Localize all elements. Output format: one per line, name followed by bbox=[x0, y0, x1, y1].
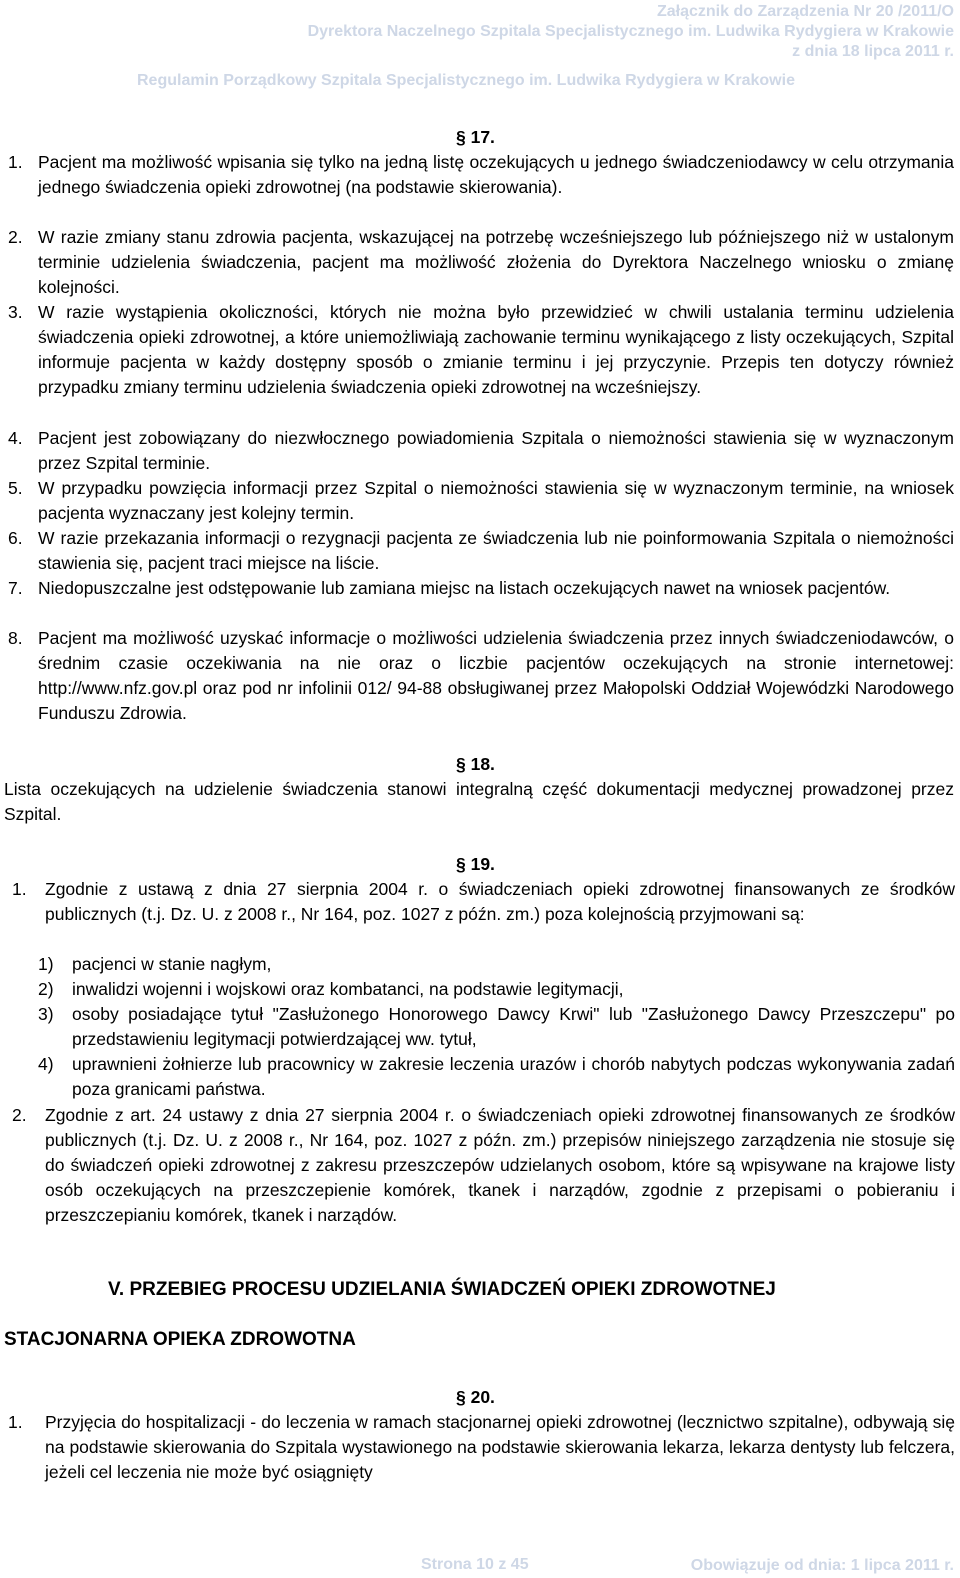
footer-valid-from: Obowiązuje od dnia: 1 lipca 2011 r. bbox=[690, 1557, 954, 1574]
list-item bbox=[38, 576, 954, 601]
list-item bbox=[38, 150, 954, 200]
list-item bbox=[38, 526, 954, 576]
subitem-number: 2) bbox=[38, 979, 54, 999]
list-item: Zgodnie z ustawą z dnia 27 sierpnia 2004 r. o świadczeniach opieki zdrowotnej finansowanych ze środków publicznych (t.j. Dz. U. z 2008 r., Nr 164, poz. 1027 z późn. zm.) poza kolejnością przyjmowani są: bbox=[45, 879, 955, 924]
item-number: 2. bbox=[12, 1105, 27, 1125]
item-text: Pacjent ma możliwość uzyskać informacje o możliwości udzielenia świadczenia przez innych świadczeniodawców, o średnim czasie oczekiwania na nie oraz o liczbie pacjentów oczekujących na stronie internetowej: http://www.nfz.gov.pl oraz pod nr infolinii 012/ 94-88 obsługiwanej przez Małopolski Oddział Wojewódzki Narodowego Funduszu Zdrowia. bbox=[38, 628, 954, 723]
header-annex: Załącznik do Zarządzenia Nr 20 /2011/O bbox=[656, 3, 954, 20]
item-number: 2. bbox=[8, 227, 23, 247]
subitem-number: 3) bbox=[38, 1004, 54, 1024]
item-text: Niedopuszczalne jest odstępowanie lub zamiana miejsc na listach oczekujących nawet na wniosek pacjentów. bbox=[38, 578, 891, 598]
item-number: 1. bbox=[8, 152, 23, 172]
item-number: 6. bbox=[8, 528, 23, 548]
list-item bbox=[38, 426, 954, 476]
section-17-title: § 17. bbox=[456, 127, 495, 147]
section-18-text: Lista oczekujących na udzielenie świadczenia stanowi integralną część dokumentacji medycznej prowadzonej przez Szpital. bbox=[4, 779, 954, 824]
item-number: 1. bbox=[8, 1412, 23, 1432]
subitem-number: 4) bbox=[38, 1054, 54, 1074]
item-number: 3. bbox=[8, 302, 23, 322]
item-number: 5. bbox=[8, 478, 23, 498]
item-number: 7. bbox=[8, 578, 23, 598]
page-number: Strona 10 z 45 bbox=[421, 1556, 529, 1573]
list-item: Zgodnie z art. 24 ustawy z dnia 27 sierpnia 2004 r. o świadczeniach opieki zdrowotnej finansowanych ze środków publicznych (t.j. Dz. U. z 2008 r., Nr 164, poz. 1027 z późn. zm.) przepisów niniejszego zarządzenia nie stosuje się do świadczeń opieki zdrowotnej z zakresu przeszczepów udzielanych osobom, które są wpisywane na krajowe listy osób oczekujących na przeszczepienie komórek, tkanek i narządów, zgodnie z przepisami o pobieraniu i przeszczepianiu komórek, tkanek i narządów. bbox=[45, 1105, 955, 1225]
item-number: 8. bbox=[8, 628, 23, 648]
subchapter-heading: STACJONARNA OPIEKA ZDROWOTNA bbox=[4, 1329, 356, 1350]
item-text: W razie przekazania informacji o rezygnacji pacjenta ze świadczenia lub nie poinformowania Szpitala o niemożności stawienia się, pacjent traci miejsce na liście. bbox=[38, 528, 954, 573]
item-text: W przypadku powzięcia informacji przez Szpital o niemożności stawienia się w wyznaczonym terminie, na wniosek pacjenta wyznaczany jest kolejny termin. bbox=[38, 478, 954, 523]
section-18-title: § 18. bbox=[456, 754, 495, 774]
list-item bbox=[38, 626, 954, 726]
document-header bbox=[308, 2, 954, 62]
item-number: 1. bbox=[12, 879, 27, 899]
header-date: z dnia 18 lipca 2011 r. bbox=[792, 43, 954, 60]
item-text: Pacjent ma możliwość wpisania się tylko na jedną listę oczekujących u jednego świadczeniodawcy w celu otrzymania jednego świadczenia opieki zdrowotnej (na podstawie skierowania). bbox=[38, 152, 954, 197]
item-number: 4. bbox=[8, 428, 23, 448]
item-text: W razie wystąpienia okoliczności, których nie można było przewidzieć w chwili ustalania terminu udzielenia świadczenia opieki zdrowotnej, a które uniemożliwiają zachowanie terminu wynikającego z listy oczekujących, Szpital informuje pacjenta w każdy dostępny sposób o zmianie terminu i jej przyczynie. Przepis ten dotyczy również przypadku zmiany terminu udzielenia świadczenia opieki zdrowotnej na wcześniejszy. bbox=[38, 302, 954, 397]
list-item: Przyjęcia do hospitalizacji - do leczenia w ramach stacjonarnej opieki zdrowotnej (lecznictwo szpitalne), odbywają się na podstawie skierowania do Szpitala wystawionego na podstawie skierowania lekarza, lekarza dentysty lub felczera, jeżeli cel leczenia nie może być osiągnięty bbox=[45, 1412, 955, 1482]
header-director: Dyrektora Naczelnego Szpitala Specjalistycznego im. Ludwika Rydygiera w Krakowie bbox=[307, 23, 954, 40]
section-19-title: § 19. bbox=[456, 854, 495, 874]
sub-list-item: osoby posiadające tytuł "Zasłużonego Honorowego Dawcy Krwi" lub "Zasłużonego Dawcy Przeszczepu" po przedstawieniu legitymacji potwierdzającej ww. tytuł, bbox=[72, 1004, 955, 1049]
header-regulation-title: Regulamin Porządkowy Szpitala Specjalistycznego im. Ludwika Rydygiera w Krakowie bbox=[137, 72, 795, 89]
item-text: Pacjent jest zobowiązany do niezwłocznego powiadomienia Szpitala o niemożności stawienia się w wyznaczonym przez Szpital terminie. bbox=[38, 428, 954, 473]
list-item bbox=[38, 300, 954, 400]
sub-list-item: uprawnieni żołnierze lub pracownicy w zakresie leczenia urazów i chorób nabytych podczas wykonywania zadań poza granicami państwa. bbox=[72, 1054, 955, 1099]
chapter-heading: V. PRZEBIEG PROCESU UDZIELANIA ŚWIADCZEŃ OPIEKI ZDROWOTNEJ bbox=[108, 1279, 776, 1300]
sub-list-item: inwalidzi wojenni i wojskowi oraz kombatanci, na podstawie legitymacji, bbox=[72, 979, 624, 999]
sub-list-item: pacjenci w stanie nagłym, bbox=[72, 954, 272, 974]
section-20-title: § 20. bbox=[456, 1387, 495, 1407]
list-item bbox=[38, 476, 954, 526]
subitem-number: 1) bbox=[38, 954, 54, 974]
list-item bbox=[38, 225, 954, 300]
item-text: W razie zmiany stanu zdrowia pacjenta, wskazującej na potrzebę wcześniejszego lub późniejszego niż w ustalonym terminie udzielenia świadczenia, pacjent ma możliwość złożenia do Dyrektora Naczelnego wniosku o zmianę kolejności. bbox=[38, 227, 954, 297]
